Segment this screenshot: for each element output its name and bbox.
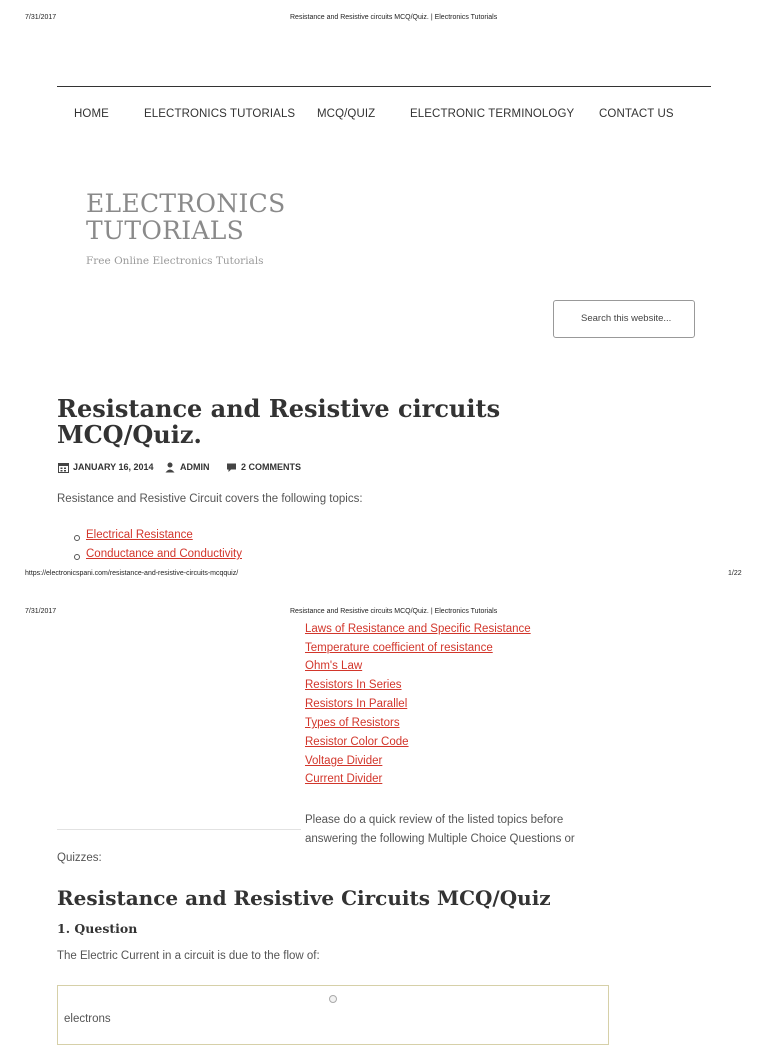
post-author[interactable] (165, 462, 210, 472)
site-title[interactable] (86, 190, 286, 244)
search-box (553, 300, 695, 338)
topic-link-temperature-coefficient[interactable]: Temperature coefficient of resistance (305, 642, 493, 654)
print-page-title: Resistance and Resistive circuits MCQ/Quiz. | Electronics Tutorials (290, 14, 498, 21)
print-page-title-page2: Resistance and Resistive circuits MCQ/Quiz. | Electronics Tutorials (290, 608, 498, 615)
quiz-heading: Resistance and Resistive Circuits MCQ/Quiz (57, 886, 551, 910)
list-bullet (74, 535, 80, 541)
nav-home[interactable]: HOME (74, 108, 109, 120)
nav-contact-us[interactable]: CONTACT US (599, 108, 674, 120)
nav-electronic-terminology[interactable]: ELECTRONIC TERMINOLOGY (410, 108, 575, 120)
topic-link-resistors-in-series[interactable]: Resistors In Series (305, 679, 402, 691)
print-date: 7/31/2017 (25, 14, 57, 21)
post-comments-text: 2 COMMENTS (241, 462, 302, 472)
topic-link-current-divider[interactable]: Current Divider (305, 773, 383, 785)
topic-link-conductance[interactable]: Conductance and Conductivity (86, 548, 242, 560)
question-text: The Electric Current in a circuit is due to the flow of: (57, 950, 320, 962)
post-intro: Resistance and Resistive Circuit covers the following topics: (57, 493, 363, 505)
main-nav (57, 108, 711, 124)
print-date-page2: 7/31/2017 (25, 608, 57, 615)
post-comments[interactable] (226, 462, 301, 472)
print-page-number: 1/22 (728, 570, 742, 577)
answer-option[interactable] (57, 985, 609, 1045)
post-date-text: JANUARY 16, 2014 (73, 462, 154, 472)
post-date (58, 462, 154, 472)
topic-link-voltage-divider[interactable]: Voltage Divider (305, 755, 383, 767)
nav-mcq-quiz[interactable]: MCQ/QUIZ (317, 108, 376, 120)
question-label: 1. Question (57, 921, 138, 936)
comment-icon (226, 462, 237, 473)
answer-radio[interactable] (329, 995, 337, 1003)
divider-line (57, 829, 301, 830)
header-divider (57, 86, 711, 87)
site-tagline: Free Online Electronics Tutorials (86, 255, 264, 267)
post-author-text: ADMIN (180, 462, 210, 472)
review-line-3: Quizzes: (57, 852, 102, 864)
site-title-line1: ELECTRONICS (86, 189, 286, 218)
calendar-icon (58, 462, 69, 473)
print-url: https://electronicspani.com/resistance-and-resistive-circuits-mcqquiz/ (25, 570, 239, 577)
user-icon (165, 462, 175, 473)
topic-link-resistor-color-code[interactable]: Resistor Color Code (305, 736, 409, 748)
post-title: Resistance and Resistive circuits MCQ/Quiz. (57, 394, 501, 449)
search-input[interactable] (581, 313, 701, 324)
topic-link-resistors-in-parallel[interactable]: Resistors In Parallel (305, 698, 408, 710)
review-line-1: Please do a quick review of the listed topics before (305, 814, 564, 826)
site-title-line2: TUTORIALS (86, 216, 245, 245)
nav-electronics-tutorials[interactable]: ELECTRONICS TUTORIALS (144, 108, 296, 120)
topic-link-laws-of-resistance[interactable]: Laws of Resistance and Specific Resistance (305, 623, 531, 635)
topic-link-types-of-resistors[interactable]: Types of Resistors (305, 717, 400, 729)
topic-link-electrical-resistance[interactable]: Electrical Resistance (86, 529, 193, 541)
answer-option-text: electrons (64, 1013, 111, 1025)
review-line-2: answering the following Multiple Choice Questions or (305, 833, 575, 845)
list-bullet (74, 554, 80, 560)
topic-link-ohms-law[interactable]: Ohm's Law (305, 660, 363, 672)
